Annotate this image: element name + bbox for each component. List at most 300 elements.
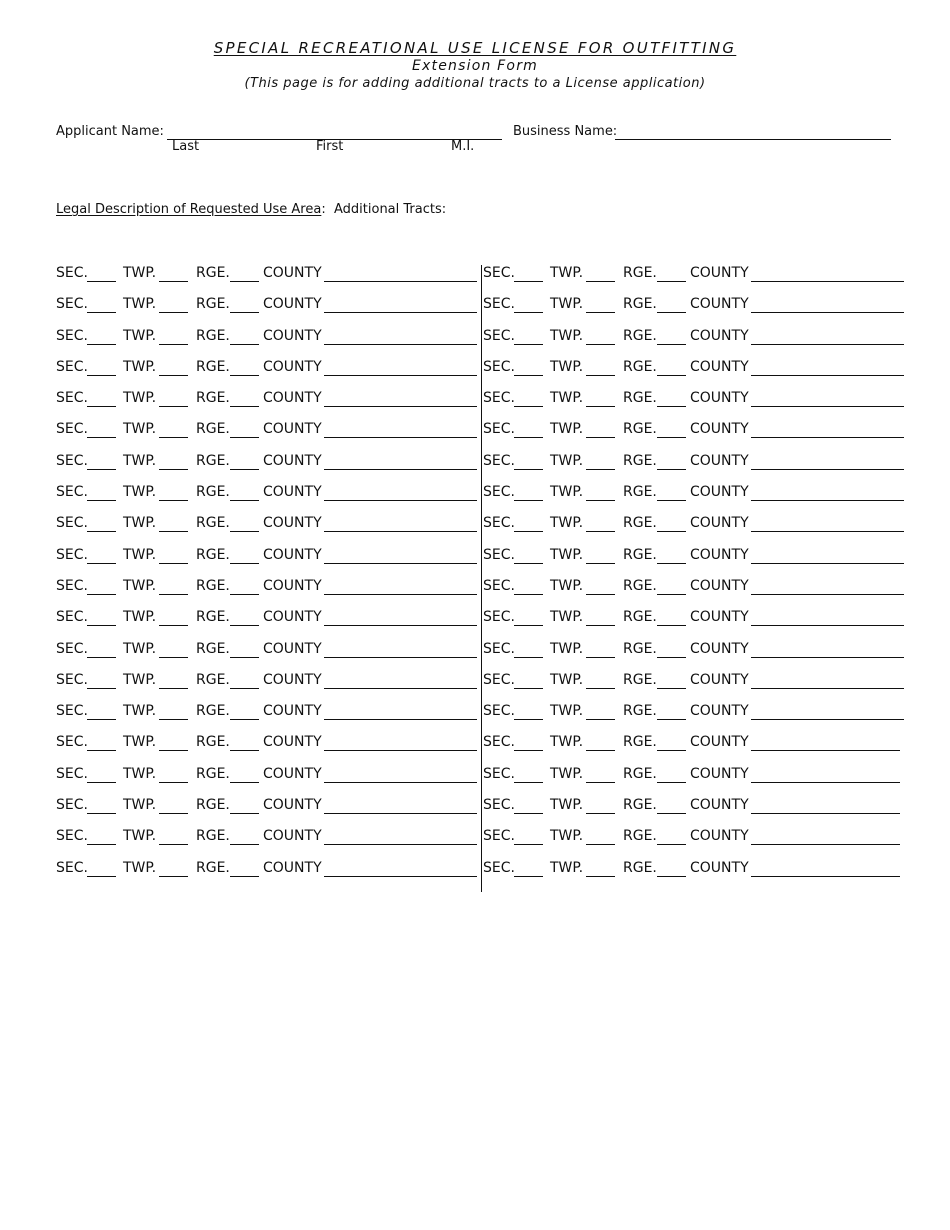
tract-twp-field[interactable] bbox=[159, 657, 188, 658]
tract-county-field[interactable] bbox=[324, 531, 477, 532]
tract-county-label: COUNTY bbox=[263, 828, 322, 845]
tract-sec-field[interactable] bbox=[87, 657, 116, 658]
tract-rge-label: RGE. bbox=[623, 327, 657, 344]
tract-county-label: COUNTY bbox=[690, 452, 749, 469]
tract-county-field[interactable] bbox=[751, 312, 904, 313]
tract-rge-field[interactable] bbox=[657, 375, 686, 376]
tract-sec-field[interactable] bbox=[87, 437, 116, 438]
tract-county-label: COUNTY bbox=[690, 797, 749, 814]
tract-rge-field[interactable] bbox=[657, 531, 686, 532]
tract-sec-label: SEC. bbox=[483, 859, 515, 876]
tract-rge-label: RGE. bbox=[196, 577, 230, 594]
tract-county-field[interactable] bbox=[751, 688, 904, 689]
tract-sec-field[interactable] bbox=[514, 657, 543, 658]
tract-county-label: COUNTY bbox=[263, 797, 322, 814]
tract-row bbox=[483, 859, 913, 890]
tract-rge-field[interactable] bbox=[230, 344, 259, 345]
tract-rge-label: RGE. bbox=[196, 734, 230, 751]
tract-sec-label: SEC. bbox=[56, 703, 88, 720]
tract-rge-field[interactable] bbox=[230, 406, 259, 407]
tract-twp-field[interactable] bbox=[586, 281, 615, 282]
tract-county-label: COUNTY bbox=[690, 327, 749, 344]
tract-county-label: COUNTY bbox=[690, 546, 749, 563]
tract-county-field[interactable] bbox=[324, 281, 477, 282]
tract-county-field[interactable] bbox=[751, 500, 904, 501]
tract-county-field[interactable] bbox=[324, 719, 477, 720]
tract-twp-label: TWP. bbox=[123, 296, 157, 313]
tract-row bbox=[56, 546, 486, 577]
tract-county-label: COUNTY bbox=[263, 515, 322, 532]
tract-row bbox=[56, 733, 486, 764]
tract-sec-field[interactable] bbox=[87, 813, 116, 814]
form-note: (This page is for adding additional tracts to a License application) bbox=[244, 76, 706, 91]
tract-rge-field[interactable] bbox=[230, 719, 259, 720]
tract-twp-field[interactable] bbox=[586, 406, 615, 407]
tract-rge-field[interactable] bbox=[230, 876, 259, 877]
tract-county-label: COUNTY bbox=[263, 671, 322, 688]
tract-twp-field[interactable] bbox=[586, 625, 615, 626]
tract-sec-field[interactable] bbox=[514, 594, 543, 595]
tract-sec-label: SEC. bbox=[483, 265, 515, 281]
tract-sec-field[interactable] bbox=[514, 688, 543, 689]
tract-county-label: COUNTY bbox=[690, 265, 749, 281]
tract-row bbox=[483, 483, 913, 514]
tract-rge-field[interactable] bbox=[230, 312, 259, 313]
tract-sec-label: SEC. bbox=[56, 609, 88, 626]
tract-county-field[interactable] bbox=[324, 375, 477, 376]
tract-twp-label: TWP. bbox=[550, 734, 584, 751]
tract-sec-field[interactable] bbox=[514, 531, 543, 532]
tract-rge-field[interactable] bbox=[230, 500, 259, 501]
tract-rge-label: RGE. bbox=[196, 452, 230, 469]
tract-twp-field[interactable] bbox=[586, 750, 615, 751]
tract-twp-label: TWP. bbox=[550, 296, 584, 313]
tract-sec-label: SEC. bbox=[56, 546, 88, 563]
tract-twp-field[interactable] bbox=[586, 719, 615, 720]
tract-county-field[interactable] bbox=[324, 344, 477, 345]
tract-row bbox=[483, 514, 913, 545]
tract-sec-field[interactable] bbox=[87, 750, 116, 751]
tract-twp-field[interactable] bbox=[586, 469, 615, 470]
tract-row bbox=[56, 796, 486, 827]
tract-row bbox=[56, 859, 486, 890]
tract-twp-field[interactable] bbox=[159, 625, 188, 626]
tract-twp-field[interactable] bbox=[159, 406, 188, 407]
tract-county-label: COUNTY bbox=[263, 609, 322, 626]
tract-rge-label: RGE. bbox=[623, 515, 657, 532]
tract-rge-field[interactable] bbox=[657, 500, 686, 501]
tract-row bbox=[483, 640, 913, 671]
legal-description-suffix: Additional Tracts: bbox=[334, 202, 447, 217]
tract-twp-field[interactable] bbox=[159, 312, 188, 313]
tract-rge-label: RGE. bbox=[196, 484, 230, 501]
tract-sec-field[interactable] bbox=[514, 375, 543, 376]
tract-sec-field[interactable] bbox=[514, 344, 543, 345]
tract-rge-field[interactable] bbox=[657, 469, 686, 470]
tract-twp-label: TWP. bbox=[123, 546, 157, 563]
tract-sec-field[interactable] bbox=[87, 782, 116, 783]
tract-sec-field[interactable] bbox=[87, 531, 116, 532]
tract-county-field[interactable] bbox=[324, 500, 477, 501]
tract-county-label: COUNTY bbox=[690, 671, 749, 688]
tract-county-field[interactable] bbox=[751, 469, 904, 470]
tract-rge-field[interactable] bbox=[657, 625, 686, 626]
tract-sec-label: SEC. bbox=[56, 577, 88, 594]
tract-twp-field[interactable] bbox=[586, 531, 615, 532]
tract-sec-field[interactable] bbox=[514, 813, 543, 814]
tract-row bbox=[56, 608, 486, 639]
tract-sec-field[interactable] bbox=[514, 625, 543, 626]
tract-twp-label: TWP. bbox=[550, 640, 584, 657]
tract-county-label: COUNTY bbox=[263, 546, 322, 563]
tract-twp-field[interactable] bbox=[159, 437, 188, 438]
tract-rge-label: RGE. bbox=[196, 390, 230, 407]
tract-sec-label: SEC. bbox=[56, 859, 88, 876]
tract-sec-label: SEC. bbox=[56, 671, 88, 688]
tract-twp-field[interactable] bbox=[159, 876, 188, 877]
tract-twp-field[interactable] bbox=[586, 844, 615, 845]
tract-sec-label: SEC. bbox=[483, 358, 515, 375]
tract-sec-label: SEC. bbox=[483, 703, 515, 720]
tract-twp-label: TWP. bbox=[550, 765, 584, 782]
tract-sec-label: SEC. bbox=[483, 671, 515, 688]
tract-rge-field[interactable] bbox=[657, 406, 686, 407]
tract-rge-label: RGE. bbox=[623, 452, 657, 469]
tract-twp-label: TWP. bbox=[550, 390, 584, 407]
tract-sec-field[interactable] bbox=[514, 750, 543, 751]
tract-twp-label: TWP. bbox=[550, 265, 584, 281]
tract-county-field[interactable] bbox=[751, 750, 900, 751]
tract-twp-field[interactable] bbox=[159, 750, 188, 751]
tract-twp-field[interactable] bbox=[159, 469, 188, 470]
tract-sec-field[interactable] bbox=[87, 625, 116, 626]
tract-county-field[interactable] bbox=[751, 625, 904, 626]
tract-county-label: COUNTY bbox=[263, 734, 322, 751]
tract-row bbox=[483, 671, 913, 702]
tract-sec-label: SEC. bbox=[56, 734, 88, 751]
tract-twp-label: TWP. bbox=[550, 577, 584, 594]
tract-county-label: COUNTY bbox=[263, 390, 322, 407]
tract-rge-field[interactable] bbox=[230, 563, 259, 564]
tract-twp-label: TWP. bbox=[123, 765, 157, 782]
tract-sec-label: SEC. bbox=[483, 577, 515, 594]
tract-twp-label: TWP. bbox=[123, 358, 157, 375]
tract-county-label: COUNTY bbox=[690, 640, 749, 657]
tract-rge-field[interactable] bbox=[657, 813, 686, 814]
tract-sec-field[interactable] bbox=[514, 312, 543, 313]
tract-county-field[interactable] bbox=[324, 844, 477, 845]
tract-row bbox=[483, 327, 913, 358]
tract-sec-field[interactable] bbox=[87, 844, 116, 845]
tract-row bbox=[483, 702, 913, 733]
tract-row bbox=[56, 389, 486, 420]
tract-county-field[interactable] bbox=[324, 876, 477, 877]
tract-county-field[interactable] bbox=[324, 563, 477, 564]
tract-county-field[interactable] bbox=[324, 594, 477, 595]
tract-row bbox=[483, 358, 913, 389]
tract-county-field[interactable] bbox=[751, 782, 900, 783]
tract-twp-field[interactable] bbox=[159, 844, 188, 845]
tract-county-field[interactable] bbox=[751, 719, 904, 720]
tract-sec-field[interactable] bbox=[87, 500, 116, 501]
tract-county-label: COUNTY bbox=[690, 703, 749, 720]
tract-sec-field[interactable] bbox=[87, 281, 116, 282]
tract-rge-field[interactable] bbox=[657, 281, 686, 282]
tract-county-field[interactable] bbox=[751, 281, 904, 282]
tract-county-field[interactable] bbox=[324, 657, 477, 658]
tract-sec-field[interactable] bbox=[514, 782, 543, 783]
tract-rge-field[interactable] bbox=[230, 375, 259, 376]
tract-sec-field[interactable] bbox=[514, 500, 543, 501]
tract-rge-label: RGE. bbox=[623, 703, 657, 720]
tract-sec-field[interactable] bbox=[87, 406, 116, 407]
tract-twp-field[interactable] bbox=[586, 657, 615, 658]
tract-twp-label: TWP. bbox=[550, 358, 584, 375]
tract-county-label: COUNTY bbox=[690, 390, 749, 407]
tract-twp-label: TWP. bbox=[123, 797, 157, 814]
tract-rge-field[interactable] bbox=[230, 657, 259, 658]
tract-twp-field[interactable] bbox=[586, 563, 615, 564]
tract-sec-label: SEC. bbox=[56, 327, 88, 344]
tract-rge-field[interactable] bbox=[230, 531, 259, 532]
tract-sec-label: SEC. bbox=[56, 484, 88, 501]
tract-county-label: COUNTY bbox=[690, 765, 749, 782]
tract-rge-field[interactable] bbox=[230, 625, 259, 626]
tract-twp-field[interactable] bbox=[586, 344, 615, 345]
tract-county-field[interactable] bbox=[324, 406, 477, 407]
tract-rge-label: RGE. bbox=[623, 734, 657, 751]
tract-county-field[interactable] bbox=[324, 312, 477, 313]
applicant-name-label: Applicant Name: bbox=[56, 124, 164, 139]
tract-rge-label: RGE. bbox=[623, 358, 657, 375]
tract-sec-label: SEC. bbox=[56, 390, 88, 407]
tract-sec-field[interactable] bbox=[514, 406, 543, 407]
tract-twp-label: TWP. bbox=[550, 797, 584, 814]
tract-sec-label: SEC. bbox=[483, 515, 515, 532]
tract-row bbox=[483, 452, 913, 483]
tract-twp-field[interactable] bbox=[586, 375, 615, 376]
tract-sec-field[interactable] bbox=[87, 594, 116, 595]
tract-county-label: COUNTY bbox=[690, 358, 749, 375]
tract-county-field[interactable] bbox=[324, 469, 477, 470]
tract-county-field[interactable] bbox=[751, 344, 904, 345]
tract-row bbox=[56, 577, 486, 608]
tract-twp-label: TWP. bbox=[123, 390, 157, 407]
tract-county-field[interactable] bbox=[324, 437, 477, 438]
tract-rge-label: RGE. bbox=[196, 797, 230, 814]
tract-rge-field[interactable] bbox=[657, 782, 686, 783]
tract-sec-field[interactable] bbox=[514, 844, 543, 845]
tract-county-label: COUNTY bbox=[690, 609, 749, 626]
tract-sec-label: SEC. bbox=[483, 640, 515, 657]
tract-rge-label: RGE. bbox=[196, 358, 230, 375]
tract-twp-field[interactable] bbox=[586, 500, 615, 501]
tract-rge-field[interactable] bbox=[230, 813, 259, 814]
tract-twp-field[interactable] bbox=[586, 437, 615, 438]
tract-twp-field[interactable] bbox=[159, 719, 188, 720]
tract-sec-field[interactable] bbox=[514, 876, 543, 877]
business-name-field[interactable] bbox=[615, 139, 891, 140]
tract-rge-label: RGE. bbox=[196, 327, 230, 344]
tract-county-field[interactable] bbox=[751, 844, 900, 845]
tract-rge-field[interactable] bbox=[230, 469, 259, 470]
tract-twp-field[interactable] bbox=[159, 688, 188, 689]
tract-rge-field[interactable] bbox=[657, 750, 686, 751]
tract-county-label: COUNTY bbox=[263, 577, 322, 594]
tract-rge-label: RGE. bbox=[196, 515, 230, 532]
tract-twp-field[interactable] bbox=[586, 312, 615, 313]
tract-county-field[interactable] bbox=[324, 813, 477, 814]
tract-rge-field[interactable] bbox=[657, 657, 686, 658]
tract-rge-label: RGE. bbox=[196, 703, 230, 720]
tract-row bbox=[56, 702, 486, 733]
tract-sec-label: SEC. bbox=[483, 765, 515, 782]
tract-rge-field[interactable] bbox=[657, 876, 686, 877]
tract-sec-field[interactable] bbox=[87, 719, 116, 720]
tract-twp-field[interactable] bbox=[586, 782, 615, 783]
tract-county-field[interactable] bbox=[751, 876, 900, 877]
tract-sec-label: SEC. bbox=[483, 421, 515, 438]
tract-rge-field[interactable] bbox=[230, 782, 259, 783]
tract-row bbox=[483, 546, 913, 577]
legal-description-colon: : bbox=[321, 202, 326, 217]
tract-rge-field[interactable] bbox=[230, 437, 259, 438]
tract-county-field[interactable] bbox=[751, 594, 904, 595]
tract-sec-field[interactable] bbox=[514, 563, 543, 564]
tract-sec-field[interactable] bbox=[514, 437, 543, 438]
tract-rge-label: RGE. bbox=[623, 671, 657, 688]
tract-sec-field[interactable] bbox=[87, 312, 116, 313]
tract-rge-field[interactable] bbox=[657, 594, 686, 595]
tract-sec-field[interactable] bbox=[514, 469, 543, 470]
tract-rge-field[interactable] bbox=[657, 719, 686, 720]
tract-county-field[interactable] bbox=[751, 406, 904, 407]
tract-row bbox=[483, 420, 913, 451]
tract-sec-field[interactable] bbox=[87, 876, 116, 877]
tract-twp-field[interactable] bbox=[586, 876, 615, 877]
tract-twp-field[interactable] bbox=[586, 688, 615, 689]
tract-county-field[interactable] bbox=[751, 375, 904, 376]
tract-rge-label: RGE. bbox=[196, 265, 230, 281]
tract-sec-label: SEC. bbox=[483, 734, 515, 751]
tract-rge-label: RGE. bbox=[623, 765, 657, 782]
tract-twp-field[interactable] bbox=[159, 375, 188, 376]
business-name-label: Business Name: bbox=[513, 124, 618, 139]
tract-rge-label: RGE. bbox=[196, 546, 230, 563]
tract-twp-label: TWP. bbox=[123, 859, 157, 876]
tract-sec-label: SEC. bbox=[483, 609, 515, 626]
tract-sec-field[interactable] bbox=[514, 281, 543, 282]
applicant-first-label: First bbox=[316, 139, 344, 154]
tract-twp-label: TWP. bbox=[550, 421, 584, 438]
tract-sec-label: SEC. bbox=[483, 828, 515, 845]
tract-rge-field[interactable] bbox=[230, 844, 259, 845]
tract-twp-field[interactable] bbox=[159, 500, 188, 501]
tract-sec-field[interactable] bbox=[87, 688, 116, 689]
tract-sec-field[interactable] bbox=[514, 719, 543, 720]
tract-county-field[interactable] bbox=[751, 531, 904, 532]
tract-county-field[interactable] bbox=[324, 782, 477, 783]
tract-county-field[interactable] bbox=[324, 750, 477, 751]
tract-county-field[interactable] bbox=[751, 813, 900, 814]
tract-twp-field[interactable] bbox=[159, 563, 188, 564]
tract-county-label: COUNTY bbox=[263, 358, 322, 375]
legal-description-heading bbox=[56, 202, 446, 217]
tract-row bbox=[483, 765, 913, 796]
tract-county-label: COUNTY bbox=[263, 765, 322, 782]
tract-county-label: COUNTY bbox=[263, 265, 322, 281]
tract-county-field[interactable] bbox=[751, 437, 904, 438]
tract-county-label: COUNTY bbox=[263, 859, 322, 876]
tract-sec-field[interactable] bbox=[87, 375, 116, 376]
tract-twp-label: TWP. bbox=[123, 734, 157, 751]
tract-county-label: COUNTY bbox=[263, 484, 322, 501]
tract-rge-label: RGE. bbox=[196, 421, 230, 438]
tract-row bbox=[56, 483, 486, 514]
tract-twp-label: TWP. bbox=[550, 671, 584, 688]
tract-rge-field[interactable] bbox=[230, 281, 259, 282]
tract-twp-label: TWP. bbox=[123, 452, 157, 469]
tract-county-label: COUNTY bbox=[263, 452, 322, 469]
tract-rge-field[interactable] bbox=[230, 594, 259, 595]
tract-twp-field[interactable] bbox=[586, 594, 615, 595]
tract-rge-field[interactable] bbox=[657, 563, 686, 564]
tract-twp-field[interactable] bbox=[159, 344, 188, 345]
tract-twp-field[interactable] bbox=[159, 813, 188, 814]
tract-county-label: COUNTY bbox=[690, 484, 749, 501]
tract-sec-field[interactable] bbox=[87, 344, 116, 345]
tract-twp-label: TWP. bbox=[123, 828, 157, 845]
tract-county-field[interactable] bbox=[324, 688, 477, 689]
tract-county-field[interactable] bbox=[751, 657, 904, 658]
tract-rge-label: RGE. bbox=[623, 828, 657, 845]
tract-twp-label: TWP. bbox=[123, 703, 157, 720]
tract-rge-field[interactable] bbox=[657, 344, 686, 345]
tract-sec-field[interactable] bbox=[87, 563, 116, 564]
tract-sec-label: SEC. bbox=[56, 828, 88, 845]
tract-rge-field[interactable] bbox=[657, 312, 686, 313]
tract-twp-field[interactable] bbox=[159, 594, 188, 595]
tract-county-field[interactable] bbox=[324, 625, 477, 626]
tract-twp-field[interactable] bbox=[586, 813, 615, 814]
tract-rge-label: RGE. bbox=[196, 828, 230, 845]
tract-row bbox=[483, 295, 913, 326]
tract-sec-label: SEC. bbox=[483, 797, 515, 814]
tract-row bbox=[483, 608, 913, 639]
tract-rge-label: RGE. bbox=[623, 859, 657, 876]
tract-rge-field[interactable] bbox=[230, 750, 259, 751]
tract-rge-field[interactable] bbox=[657, 688, 686, 689]
tract-row bbox=[56, 264, 486, 295]
tract-sec-field[interactable] bbox=[87, 469, 116, 470]
tract-row bbox=[56, 295, 486, 326]
tract-rge-label: RGE. bbox=[623, 421, 657, 438]
tract-rge-label: RGE. bbox=[623, 640, 657, 657]
tract-twp-field[interactable] bbox=[159, 531, 188, 532]
tract-rge-field[interactable] bbox=[657, 437, 686, 438]
tract-rge-label: RGE. bbox=[623, 577, 657, 594]
tract-rge-field[interactable] bbox=[230, 688, 259, 689]
tract-twp-field[interactable] bbox=[159, 281, 188, 282]
tract-county-field[interactable] bbox=[751, 563, 904, 564]
tract-rge-label: RGE. bbox=[196, 609, 230, 626]
tract-twp-field[interactable] bbox=[159, 782, 188, 783]
tract-twp-label: TWP. bbox=[550, 484, 584, 501]
tract-twp-label: TWP. bbox=[550, 515, 584, 532]
tract-rge-field[interactable] bbox=[657, 844, 686, 845]
tract-county-label: COUNTY bbox=[263, 703, 322, 720]
tract-row bbox=[56, 514, 486, 545]
